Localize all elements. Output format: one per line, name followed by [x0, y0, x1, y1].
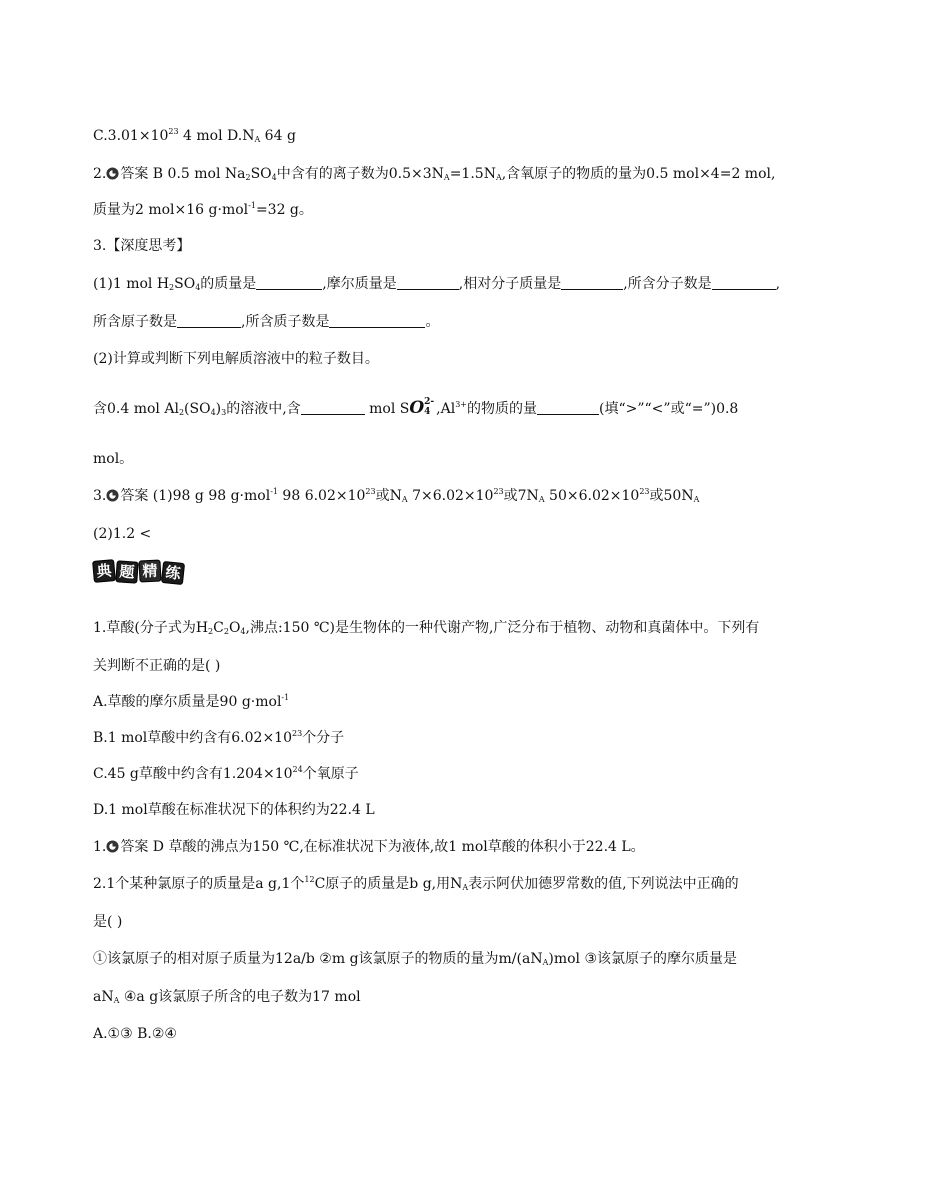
answer-blank: [561, 275, 623, 290]
answer-3-line-2: (2)1.2 <: [93, 526, 152, 542]
answer-2-line-1: 2. 答案 B 0.5 mol $Na_2SO_4$中含有的离子数为$0.5\times 3N_A=1.5N_A$,含氧原子的物质的量为0.5 mol×4=2 mol,: [93, 166, 776, 182]
exercise-1-stem-line-1: 1.草酸(分子式为$H_2C_2O_4$,沸点:150 ℃)是生物体的一种代谢产物,广泛分布于植物、动物和真菌体中。下列有: [93, 620, 760, 636]
exercise-1-option-a: A.草酸的摩尔质量是90 g·mol$^{-1}$: [93, 693, 290, 710]
question-3-2-end: mol。: [93, 451, 134, 467]
question-3-1-line-2: 所含原子数是 ,所含质子数是 。: [93, 314, 440, 330]
sulfate-ion-formula: O 2- 4: [409, 397, 435, 418]
exercise-1-option-d: D.1 mol草酸在标准状况下的体积约为22.4 L: [93, 802, 375, 818]
option-line-c-d: $C.3.01\times 10^{23}$ 4 mol $D.N_A$ 64 g: [93, 127, 296, 144]
question-3-2-intro: (2)计算或判断下列电解质溶液中的粒子数目。: [93, 351, 379, 367]
question-3-2-line: 含0.4 mol $Al_2(SO_4)_3$的溶液中,含 mol SO 2- 4 $,Al^{3+}$的物质的量 (填“>”“<”或“=”)0.8: [93, 397, 739, 418]
answer-badge-icon: [106, 167, 119, 180]
answer-badge-icon: [106, 489, 119, 502]
answer-blank: [256, 275, 322, 290]
exercise-2-statements-line-1: ①该氯原子的相对原子质量为12a/b ②m g该氯原子的物质的量为$m/(aN_A)mol$ ③该氯原子的摩尔质量是: [93, 951, 738, 967]
answer-blank: [301, 400, 365, 415]
exercise-2-stem-line-2: 是( ): [93, 914, 123, 930]
exercise-1-option-b: B.1 mol草酸中约含有$6.02\times 10^{23}$个分子: [93, 729, 345, 746]
question-3-1-line-1: (1)1 mol $H_2SO_4$的质量是 ,摩尔质量是 ,相对分子质量是 ,所含分子数是 ,: [93, 276, 781, 292]
exercise-2-statements-line-2: $aN_A$ ④a g该氯原子所含的电子数为17 mol: [93, 989, 361, 1005]
exercise-1-answer: 1. 答案 D 草酸的沸点为150 ℃,在标准状况下为液体,故1 mol草酸的体积小于22.4 L。: [93, 839, 645, 855]
answer-blank: [177, 313, 241, 328]
exercise-1-option-c: C.45 g草酸中约含有$1.204\times 10^{24}$个氧原子: [93, 765, 359, 782]
answer-2-line-2: 质量为2 mol×16 g·mol$^{-1}$=32 g。: [93, 201, 313, 218]
answer-blank: [397, 275, 459, 290]
deep-thinking-heading: 3.【深度思考】: [93, 238, 191, 254]
answer-blank: [537, 400, 599, 415]
section-title-typical-exercises: 典 题 精 练: [93, 560, 184, 584]
answer-3-line-1: 3. 答案 (1)98 g 98 g·mol$^{-1}$ 98 $6.02\times 10^{23}$或$N_A$ $7\times 6.02\times 10^{23}$或$7N_A$ $50\times 6.02\times 10^{23}$或$50N_A$: [93, 487, 700, 504]
exercise-2-options: A.①③ B.②④: [93, 1026, 177, 1042]
answer-blank: [712, 275, 776, 290]
exercise-1-stem-line-2: 关判断不正确的是( ): [93, 658, 221, 674]
exercise-2-stem-line-1: 2.1个某种氯原子的质量是a g,1个$^{12}$C原子的质量是b g,用$N_A$表示阿伏加德罗常数的值,下列说法中正确的: [93, 875, 739, 892]
answer-badge-icon: [106, 840, 119, 853]
answer-blank: [329, 313, 425, 328]
